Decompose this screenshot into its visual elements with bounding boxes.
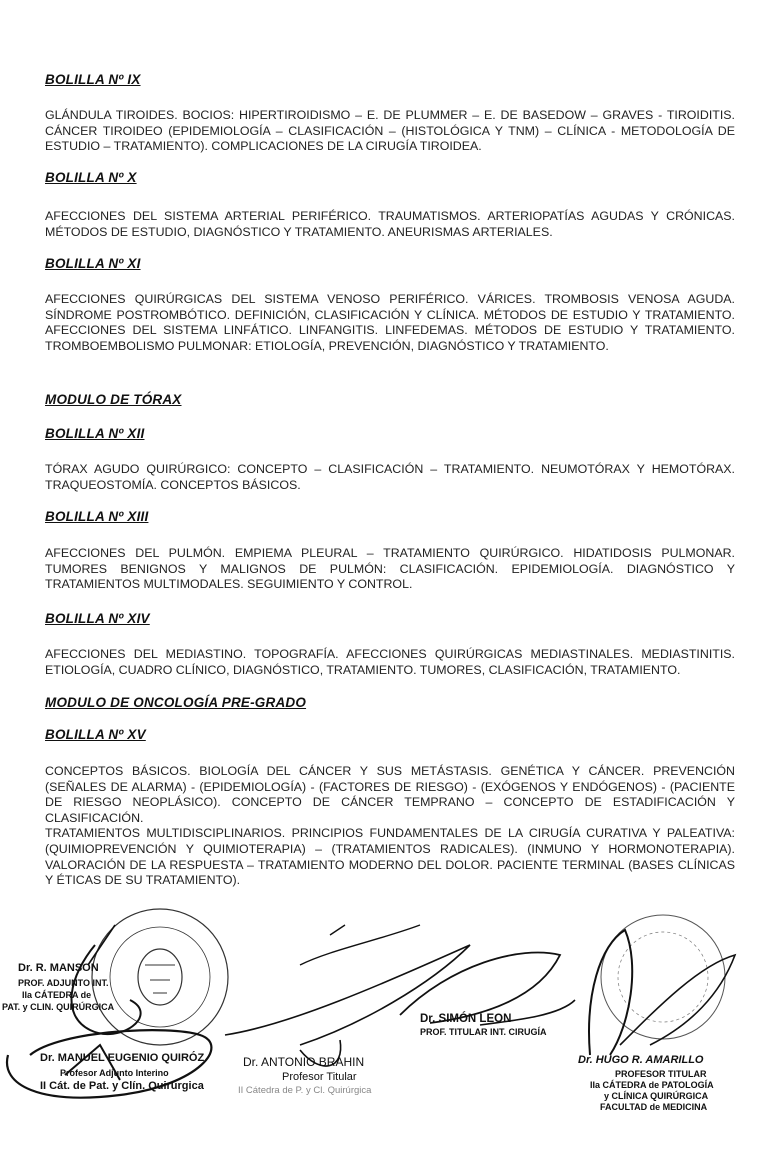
signer-name-brahin: Dr. ANTONIO BRAHIN <box>243 1055 365 1069</box>
signer-dept-amarillo: y CLÍNICA QUIRÚRGICA <box>604 1091 709 1101</box>
signer-chair-manson: IIa CÁTEDRA de <box>22 990 92 1000</box>
signer-chair-amarillo: IIa CÁTEDRA de PATOLOGÍA <box>590 1080 714 1090</box>
paragraph: AFECCIONES QUIRÚRGICAS DEL SISTEMA VENOSO PERIFÉRICO. VÁRICES. TROMBOSIS VENOSA AGUDA. SÍNDROME POSTROMBÓTICO. DEFINICIÓN, CLASIFICACIÓN Y CLÍNICA. MÉTODOS DE ESTUDIO Y TRATAMIENTO. AFECCIONES DEL SISTEMA LINFÁTICO. LINFANGITIS. LINFEDEMAS. MÉTODOS DE ESTUDIO Y TRATAMIENTO. TROMBOEMBOLISMO PULMONAR: ETIOLOGÍA, PREVENCIÓN, DIAGNÓSTICO Y TRATAMIENTO. <box>45 292 735 353</box>
module-heading-torax: MODULO DE TÓRAX <box>45 392 182 407</box>
paragraph: TRATAMIENTOS MULTIDISCIPLINARIOS. PRINCIPIOS FUNDAMENTALES DE LA CIRUGÍA CURATIVA Y PALEATIVA: (QUIMIOPREVENCIÓN Y QUIMIOTERAPIA) – (TRATAMIENTOS RADICALES). (INMUNO Y HORMONOTERAPIA). VALORACIÓN DE LA RESPUESTA – TRATAMIENTO MODERNO DEL DOLOR. PACIENTE TERMINAL (BASES CLÍNICAS Y ÉTICAS DE SU TRATAMIENTO). <box>45 826 735 888</box>
section-heading-xiv: BOLILLA Nº XIV <box>45 611 150 626</box>
signer-title-amarillo: PROFESOR TITULAR <box>615 1069 707 1079</box>
section-heading-xi: BOLILLA Nº XI <box>45 256 141 271</box>
signer-title-quiroz: Profesor Adjunto Interino <box>60 1068 169 1078</box>
section-body-x <box>45 209 735 240</box>
signer-name-amarillo: Dr. HUGO R. AMARILLO <box>578 1054 704 1066</box>
signer-faculty-amarillo: FACULTAD de MEDICINA <box>600 1102 708 1112</box>
paragraph: TÓRAX AGUDO QUIRÚRGICO: CONCEPTO – CLASIFICACIÓN – TRATAMIENTO. NEUMOTÓRAX Y HEMOTÓRAX. TRAQUEOSTOMÍA. CONCEPTOS BÁSICOS. <box>45 462 735 492</box>
section-body-xv <box>45 764 735 889</box>
paragraph: CONCEPTOS BÁSICOS. BIOLOGÍA DEL CÁNCER Y SUS METÁSTASIS. GENÉTICA Y CÁNCER. PREVENCIÓN (SEÑALES DE ALARMA) - (EPIDEMIOLOGÍA) - (FACTORES DE RIESGO) - (EXÓGENOS Y ENDÓGENOS) - (PACIENTE DE RIESGO NEOPLÁSICO). CONCEPTO DE CÁNCER TEMPRANO – CONCEPTO DE ESTADIFICACIÓN Y CLASIFICACIÓN. <box>45 764 735 825</box>
signature-amarillo <box>589 930 735 1055</box>
section-heading-ix: BOLILLA Nº IX <box>45 72 141 87</box>
signer-title-brahin: Profesor Titular <box>282 1071 357 1083</box>
paragraph: AFECCIONES DEL SISTEMA ARTERIAL PERIFÉRICO. TRAUMATISMOS. ARTERIOPATÍAS AGUDAS Y CRÓNICAS. MÉTODOS DE ESTUDIO, DIAGNÓSTICO Y TRATAMIENTO. ANEURISMAS ARTERIALES. <box>45 209 735 239</box>
section-body-ix <box>45 108 735 155</box>
signer-title-leon: PROF. TITULAR INT. CIRUGÍA <box>420 1027 547 1037</box>
signature-brahin <box>225 925 470 1066</box>
section-heading-xiii: BOLILLA Nº XIII <box>45 509 149 524</box>
module-heading-oncologia: MODULO DE ONCOLOGÍA PRE-GRADO <box>45 695 307 710</box>
section-body-xi <box>45 292 735 354</box>
section-body-xiii <box>45 546 735 593</box>
signer-title-manson: PROF. ADJUNTO INT. <box>18 978 109 988</box>
signer-dept-manson: PAT. y CLIN. QUIRÚRGICA <box>2 1002 115 1012</box>
signer-name-manson: Dr. R. MANSON <box>18 962 99 974</box>
section-heading-x: BOLILLA Nº X <box>45 170 137 185</box>
section-body-xiv <box>45 647 735 678</box>
signer-name-quiroz: Dr. MANUEL EUGENIO QUIRÓZ <box>40 1052 205 1064</box>
paragraph: GLÁNDULA TIROIDES. BOCIOS: HIPERTIROIDISMO – E. DE PLUMMER – E. DE BASEDOW – GRAVES - TIROIDITIS. CÁNCER TIROIDEO (EPIDEMIOLOGÍA – CLASIFICACIÓN – (HISTOLÓGICA Y TNM) – CLÍNICA - METODOLOGÍA DE ESTUDIO – TRATAMIENTO). COMPLICACIONES DE LA CIRUGÍA TIROIDEA. <box>45 108 735 154</box>
section-body-xii <box>45 462 735 493</box>
signer-name-leon: Dr. SIMÓN LEON <box>420 1013 512 1025</box>
section-heading-xii: BOLILLA Nº XII <box>45 426 145 441</box>
paragraph: AFECCIONES DEL PULMÓN. EMPIEMA PLEURAL – TRATAMIENTO QUIRÚRGICO. HIDATIDOSIS PULMONAR. TUMORES BENIGNOS Y MALIGNOS DE PULMÓN: CLASIFICACIÓN. EPIDEMIOLOGÍA. DIAGNÓSTICO Y TRATAMIENTOS MULTIMODALES. SEGUIMIENTO Y CONTROL. <box>45 546 735 592</box>
section-heading-xv: BOLILLA Nº XV <box>45 727 146 742</box>
signature-area <box>0 905 763 1145</box>
signer-dept-quiroz: II Cát. de Pat. y Clín. Quirúrgica <box>40 1080 204 1092</box>
paragraph: AFECCIONES DEL MEDIASTINO. TOPOGRAFÍA. AFECCIONES QUIRÚRGICAS MEDIASTINALES. MEDIASTINITIS. ETIOLOGÍA, CUADRO CLÍNICO, DIAGNÓSTICO, TRATAMIENTO. TUMORES, CLASIFICACIÓN, TRATAMIENTO. <box>45 647 735 677</box>
signer-dept-brahin: II Cátedra de P. y Cl. Quirúrgica <box>238 1085 372 1096</box>
